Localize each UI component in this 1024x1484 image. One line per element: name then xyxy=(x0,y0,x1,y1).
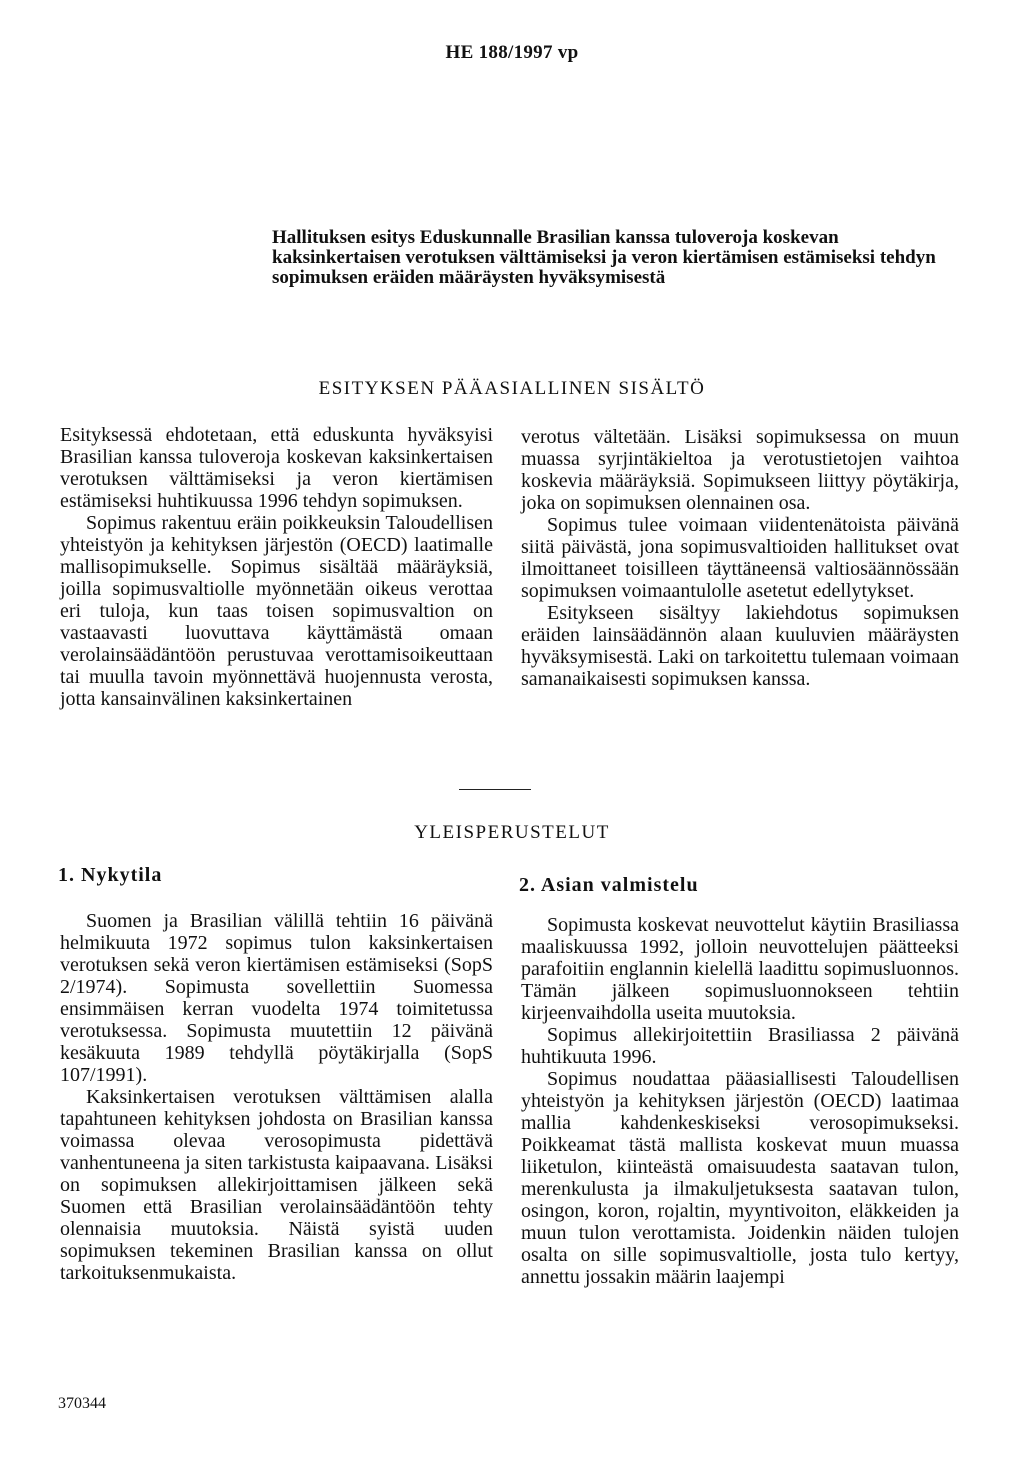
section-2-title: 2. Asian valmistelu xyxy=(519,874,699,896)
section-1-paragraph: Kaksinkertaisen verotuksen välttämisen alalla tapahtuneen kehityksen johdosta on Brasilian kanssa voimassa olevaa verosopimusta pidettävä vanhentuneena ja siten tarkistusta kaipaavana. Lisäksi on sopimuksen allekirjoittamisen jälkeen sekä Suomen että Brasilian verolainsäädäntöön tehty olennaisia muutoksia. Näistä syistä uuden sopimuksen tekeminen Brasilian kanssa on ollut tarkoituksenmukaista. xyxy=(60,1086,493,1284)
section-1-title: 1. Nykytila xyxy=(58,864,163,886)
section-2-body xyxy=(521,914,959,1288)
section-1-body xyxy=(60,910,493,1284)
summary-paragraph: Esitykseen sisältyy lakiehdotus sopimuksen eräiden lainsäädännön alaan kuuluvien määräysten hyväksymisestä. Laki on tarkoitettu tulemaan voimaan samanaikaisesti sopimuksen kanssa. xyxy=(521,602,959,690)
document-title: Hallituksen esitys Eduskunnalle Brasilian kanssa tuloveroja koskevan kaksinkertaisen verotuksen välttämiseksi ja veron kiertämisen estämiseksi tehdyn sopimuksen eräiden määräysten hyväksymisestä xyxy=(272,227,936,288)
summary-paragraph: Sopimus rakentuu eräin poikkeuksin Taloudellisen yhteistyön ja kehityksen järjestön (OECD) laatimalle mallisopimukselle. Sopimus sisältää määräyksiä, joilla sopimusvaltiolle myönnetään oikeus verottaa eri tuloja, kun taas toisen sopimusvaltion on vastaavasti luovuttava käyttämästä omaan verolainsäädäntöön perustuvaa verottamisoikeuttaan tai muulla tavoin myönnettävä huojennusta verosta, jotta kansainvälinen kaksinkertainen xyxy=(60,512,493,710)
summary-paragraph: Esityksessä ehdotetaan, että eduskunta hyväksyisi Brasilian kanssa tuloveroja koskevan kaksinkertaisen verotuksen välttämiseksi ja veron kiertämisen estämiseksi huhtikuussa 1996 tehdyn sopimuksen. xyxy=(60,424,493,512)
document-header: HE 188/1997 vp xyxy=(445,42,579,63)
section-1-paragraph: Suomen ja Brasilian välillä tehtiin 16 päivänä helmikuuta 1972 sopimus tulon kaksinkertaisen verotuksen sekä veron kiertämisen estämiseksi (SopS 2/1974). Sopimusta sovellettiin Suomessa ensimmäisen kerran vuodelta 1974 toimitetussa verotuksessa. Sopimusta muutettiin 12 päivänä kesäkuuta 1989 tehdyllä pöytäkirjalla (SopS 107/1991). xyxy=(60,910,493,1086)
summary-left-column xyxy=(60,424,493,710)
footer-code: 370344 xyxy=(58,1395,106,1412)
summary-paragraph: verotus vältetään. Lisäksi sopimuksessa on muun muassa syrjintäkieltoa ja verotustietojen vaihtoa koskevia määräyksiä. Sopimukseen liittyy pöytäkirja, joka on sopimuksen olennainen osa. xyxy=(521,426,959,514)
section-divider xyxy=(459,789,531,790)
summary-right-column xyxy=(521,426,959,690)
summary-paragraph: Sopimus tulee voimaan viidentenätoista päivänä siitä päivästä, jona sopimusvaltioiden hallitukset ovat ilmoittaneet toisilleen täyttäneensä valtiosäännössään sopimuksen voimaantulolle asetetut edellytykset. xyxy=(521,514,959,602)
summary-heading: ESITYKSEN PÄÄASIALLINEN SISÄLTÖ xyxy=(318,378,706,399)
section-2-paragraph: Sopimus allekirjoitettiin Brasiliassa 2 päivänä huhtikuuta 1996. xyxy=(521,1024,959,1068)
section-2-paragraph: Sopimus noudattaa pääasiallisesti Taloudellisen yhteistyön ja kehityksen järjestön (OECD) laatimaa mallia kahdenkeskiseksi verosopimukseksi. Poikkeamat tästä mallista koskevat muun muassa liiketulon, kiinteästä omaisuudesta saatavan tulon, merenkulusta ja ilmakuljetuksesta saatavan tulon, osingon, koron, rojaltin, myyntivoiton, eläkkeiden ja muun tulon verottamista. Joidenkin näiden tulojen osalta on sille sopimusvaltiolle, josta tulo kertyy, annettu jossakin määrin laajempi xyxy=(521,1068,959,1288)
general-heading: YLEISPERUSTELUT xyxy=(414,822,610,843)
section-2-paragraph: Sopimusta koskevat neuvottelut käytiin Brasiliassa maaliskuussa 1992, jolloin neuvottelujen päätteeksi parafoitiin englannin kielellä laadittu sopimusluonnos. Tämän jälkeen sopimusluonnokseen tehtiin kirjeenvaihdolla useita muutoksia. xyxy=(521,914,959,1024)
